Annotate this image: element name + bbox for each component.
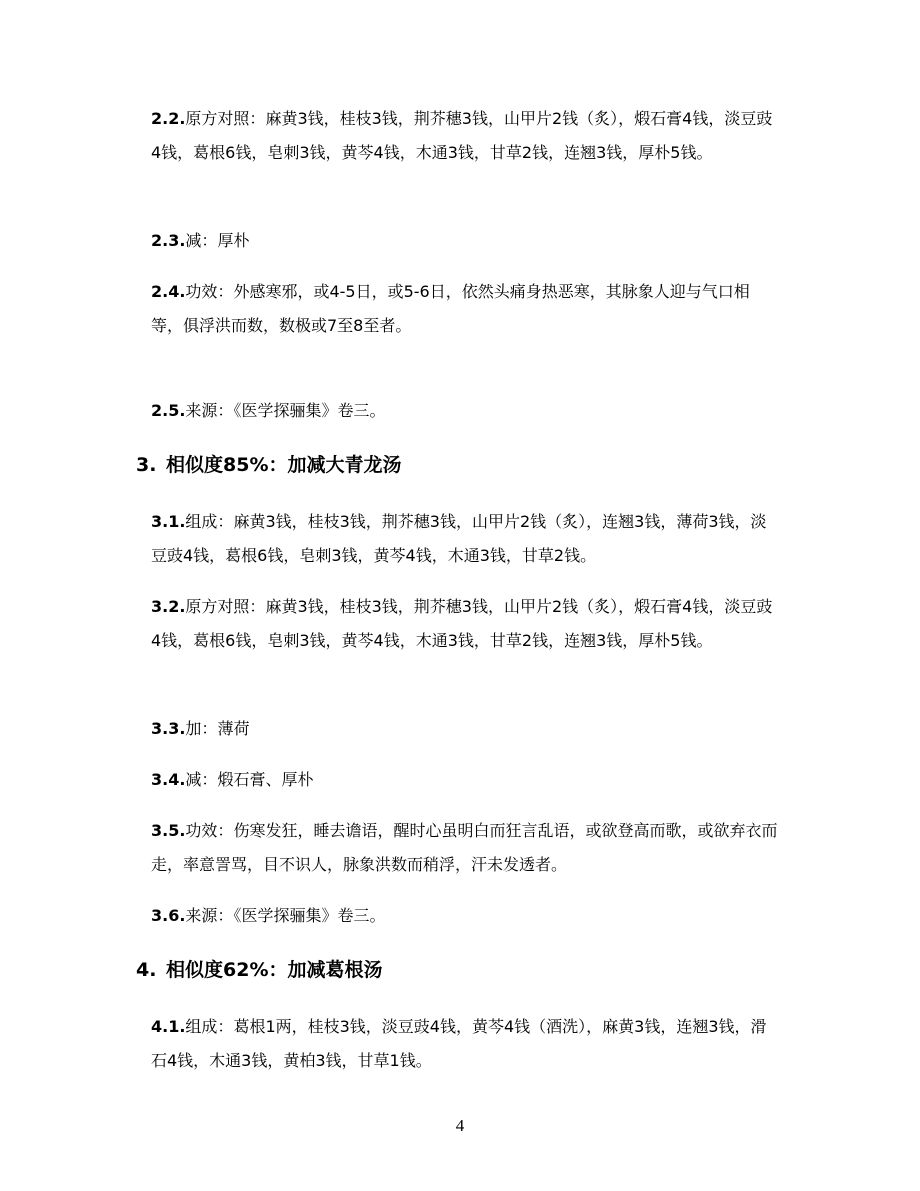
paragraph-3-3 (151, 712, 779, 746)
paragraph-2-2 (151, 102, 779, 170)
item-label: 功效： (185, 821, 234, 840)
item-text: 伤寒发狂，睡去谵语，醒时心虽明白而狂言乱语，或欲登高而歌，或欲弃衣而走，率意詈骂，目不识人，脉象洪数而稍浮，汗未发透者。 (151, 821, 778, 874)
item-label: 原方对照： (185, 109, 266, 128)
paragraph-2-3 (151, 224, 779, 258)
section-number: 4. (136, 959, 157, 981)
item-number: 2.4. (151, 282, 186, 301)
item-label: 组成： (185, 1017, 234, 1036)
section-4-heading (136, 955, 382, 985)
item-number: 3.2. (151, 597, 186, 616)
item-number: 2.3. (151, 231, 186, 250)
section-number: 3. (136, 454, 157, 476)
item-text: 外感寒邪，或4-5日，或5-6日，依然头痛身热恶寒，其脉象人迎与气口相等，俱浮洪而数，数极或7至8至者。 (151, 282, 750, 335)
paragraph-3-5 (151, 814, 779, 882)
item-label: 组成： (185, 512, 234, 531)
item-number: 3.5. (151, 821, 186, 840)
item-label: 来源： (185, 401, 234, 420)
item-text: 煅石膏、厚朴 (217, 770, 314, 789)
item-label: 功效： (185, 282, 234, 301)
paragraph-3-6 (151, 899, 779, 933)
item-number: 2.2. (151, 109, 186, 128)
item-label: 减： (185, 231, 218, 250)
item-number: 4.1. (151, 1017, 186, 1036)
item-number: 3.1. (151, 512, 186, 531)
page-number: 4 (455, 1116, 465, 1135)
paragraph-3-2 (151, 590, 779, 658)
item-text: 《医学探骊集》卷三。 (233, 401, 386, 420)
item-number: 3.4. (151, 770, 186, 789)
item-number: 3.3. (151, 719, 186, 738)
item-label: 原方对照： (185, 597, 266, 616)
item-number: 2.5. (151, 401, 186, 420)
item-text: 麻黄3钱，桂枝3钱，荆芥穗3钱，山甲片2钱（炙），煅石膏4钱，淡豆豉4钱，葛根6钱，皂刺3钱，黄芩4钱，木通3钱，甘草2钱，连翘3钱，厚朴5钱。 (151, 597, 773, 650)
item-number: 3.6. (151, 906, 186, 925)
item-label: 减： (185, 770, 218, 789)
item-text: 麻黄3钱，桂枝3钱，荆芥穗3钱，山甲片2钱（炙），煅石膏4钱，淡豆豉4钱，葛根6钱，皂刺3钱，黄芩4钱，木通3钱，甘草2钱，连翘3钱，厚朴5钱。 (151, 109, 773, 162)
section-title: 相似度62%：加减葛根汤 (166, 959, 383, 981)
paragraph-3-4 (151, 763, 779, 797)
item-label: 加： (185, 719, 218, 738)
section-title: 相似度85%：加减大青龙汤 (166, 454, 402, 476)
item-text: 麻黄3钱，桂枝3钱，荆芥穗3钱，山甲片2钱（炙），连翘3钱，薄荷3钱，淡豆豉4钱，葛根6钱，皂刺3钱，黄芩4钱，木通3钱，甘草2钱。 (151, 512, 767, 565)
item-text: 厚朴 (217, 231, 250, 250)
item-text: 葛根1两，桂枝3钱，淡豆豉4钱，黄芩4钱（酒洗），麻黄3钱，连翘3钱，滑石4钱，木通3钱，黄柏3钱，甘草1钱。 (151, 1017, 767, 1070)
paragraph-2-5 (151, 394, 779, 428)
item-text: 薄荷 (217, 719, 250, 738)
item-text: 《医学探骊集》卷三。 (233, 906, 386, 925)
section-3-heading (136, 450, 401, 480)
paragraph-3-1 (151, 505, 779, 573)
item-label: 来源： (185, 906, 234, 925)
paragraph-2-4 (151, 275, 779, 343)
paragraph-4-1 (151, 1010, 779, 1078)
